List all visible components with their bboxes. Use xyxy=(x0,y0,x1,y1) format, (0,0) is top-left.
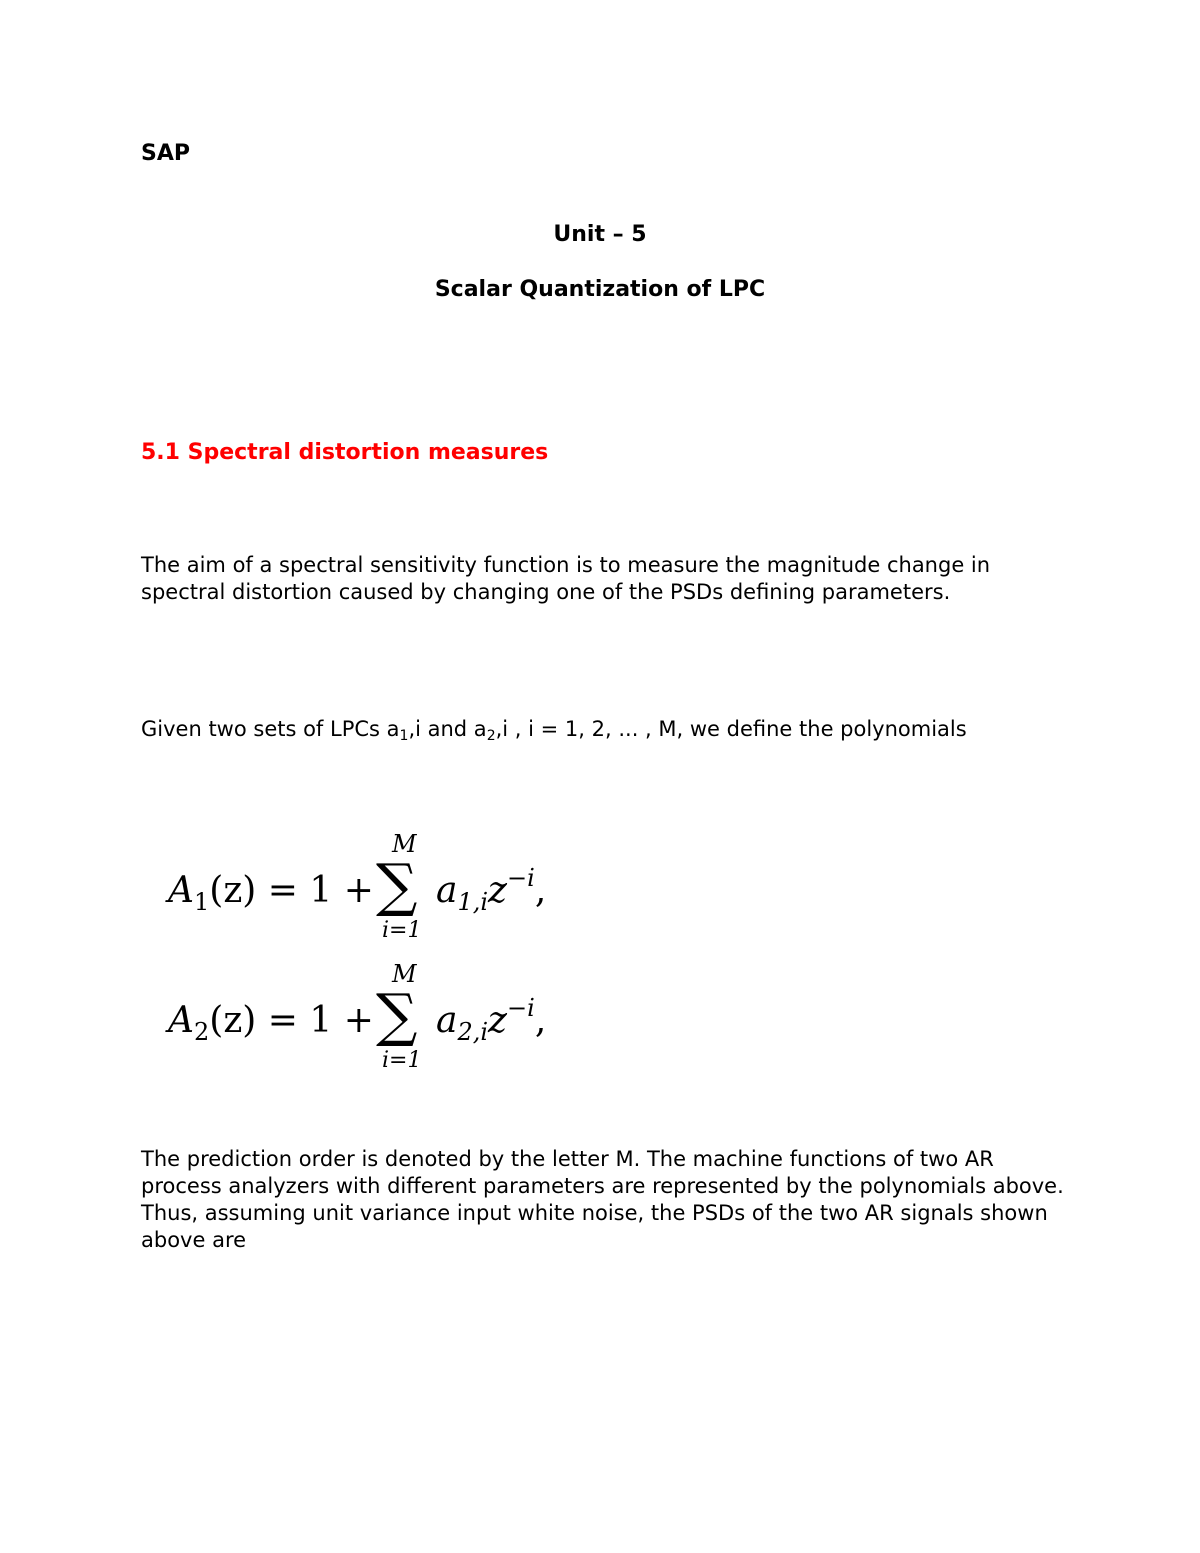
paragraph-lpc-text-a: Given two sets of LPCs a xyxy=(141,717,400,741)
term-comma: , xyxy=(534,870,547,911)
equation-lhs xyxy=(168,870,374,916)
sum-lower-limit: i=1 xyxy=(382,1048,422,1073)
sum-lower-limit: i=1 xyxy=(382,918,422,943)
summation-sign: ∑ xyxy=(376,851,418,919)
term-exponent: −i xyxy=(507,994,535,1022)
paragraph-intro: The aim of a spectral sensitivity function is to measure the magnitude change in spectral distortion caused by changing one of the PSDs defining parameters. xyxy=(141,553,991,604)
lhs-index: 2 xyxy=(194,1018,210,1046)
lhs-index: 1 xyxy=(194,888,210,916)
term-index: 2,i xyxy=(457,1018,489,1046)
header-label: SAP xyxy=(141,141,190,166)
sum-upper-limit: M xyxy=(392,830,417,858)
subscript-2: 2 xyxy=(486,728,496,744)
paragraph-prediction-order: The prediction order is denoted by the letter M. The machine functions of two AR process analyzers with different parameters are represented by the polynomials above. Thus, assuming unit variance input white noise, the PSDs of the two AR signals shown above are xyxy=(141,1147,1064,1252)
lhs-symbol: A xyxy=(168,870,194,911)
lhs-argument: (z) = 1 + xyxy=(209,1000,374,1041)
equation-term xyxy=(436,994,547,1046)
summation-sign: ∑ xyxy=(376,981,418,1049)
paragraph-lpc-text-c: ,i , i = 1, 2, ... , M, we define the polynomials xyxy=(495,717,967,741)
subscript-1: 1 xyxy=(399,728,409,744)
term-symbol: a xyxy=(436,1000,458,1041)
paragraph-lpc-sets xyxy=(141,716,1081,743)
term-symbol: a xyxy=(436,870,458,911)
term-variable: z xyxy=(488,870,508,911)
equation-a2 xyxy=(168,956,588,1076)
paragraph-lpc-text-b: ,i and a xyxy=(408,717,487,741)
topic-title: Scalar Quantization of LPC xyxy=(434,277,766,302)
equation-term xyxy=(436,864,547,916)
equation-a1 xyxy=(168,826,588,946)
unit-title: Unit – 5 xyxy=(553,222,647,247)
term-exponent: −i xyxy=(507,864,535,892)
lhs-argument: (z) = 1 + xyxy=(209,870,374,911)
lhs-symbol: A xyxy=(168,1000,194,1041)
equation-lhs xyxy=(168,1000,374,1046)
sum-upper-limit: M xyxy=(392,960,417,988)
section-heading: 5.1 Spectral distortion measures xyxy=(141,440,549,465)
term-index: 1,i xyxy=(457,888,489,916)
term-comma: , xyxy=(534,1000,547,1041)
term-variable: z xyxy=(488,1000,508,1041)
